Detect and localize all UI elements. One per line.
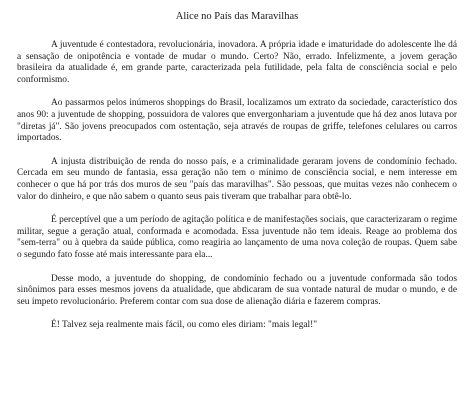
paragraph-5: Desse modo, a juventude do shopping, de condomínio fechado ou a juventude conformada são todos sinônimos para esses mesmos jovens da atualidade, que abdicaram de sua vontade natural de mudar o mundo, e de seu ímpeto revolucionário. Preferem contar com sua dose de alienação diária e fazerem compras. [17,273,457,307]
paragraph-2: Ao passarmos pelos inúmeros shoppings do Brasil, localizamos um extrato da sociedade, característico dos anos 90: a juventude de shopping, possuidora de valores que envergonhariam a juventude que há dez anos lutava por "diretas já". São jovens preocupados com ostentação, seja através de roupas de griffe, telefones celulares ou carros importados. [17,98,457,144]
paragraph-1: A juventude é contestadora, revolucionária, inovadora. A própria idade e imaturidade do adolescente lhe dá a sensação de onipotência e vontade de mudar o mundo. Certo? Não, errado. Infelizmente, a jovem geração brasileira da atualidade é, em grande parte, caracterizada pela futilidade, pela falta de consciência social e pelo conformismo. [17,40,457,85]
document-title: Alice no País das Maravilhas [175,11,299,22]
paragraph-3: A injusta distribuição de renda do nosso país, e a criminalidade geraram jovens de condomínio fechado. Cercada em seu mundo de fantasia, essa geração não tem o mínimo de consciência social, e nem interesse em conhecer o que há por trás dos muros de seu "país das maravilhas". São pessoas, que muitas vezes não conhecem o valor do dinheiro, e que não sabem o quanto seus pais tiveram que trabalhar para obtê-lo. [17,156,457,202]
paragraph-6: É! Talvez seja realmente mais fácil, ou como eles diriam: "mais legal!" [51,320,318,331]
document-page [17,10,457,332]
paragraph-4: É perceptível que a um período de agitação política e de manifestações sociais, que caracterizaram o regime militar, segue a geração atual, conformada e acomodada. Essa juventude não tem ideais. Reage ao problema dos "sem-terra" ou à quebra da saúde pública, como reagiria ao lançamento de uma nova coleção de roupas. Quem sabe o segundo fato fosse até mais interessante para ela... [17,215,457,260]
